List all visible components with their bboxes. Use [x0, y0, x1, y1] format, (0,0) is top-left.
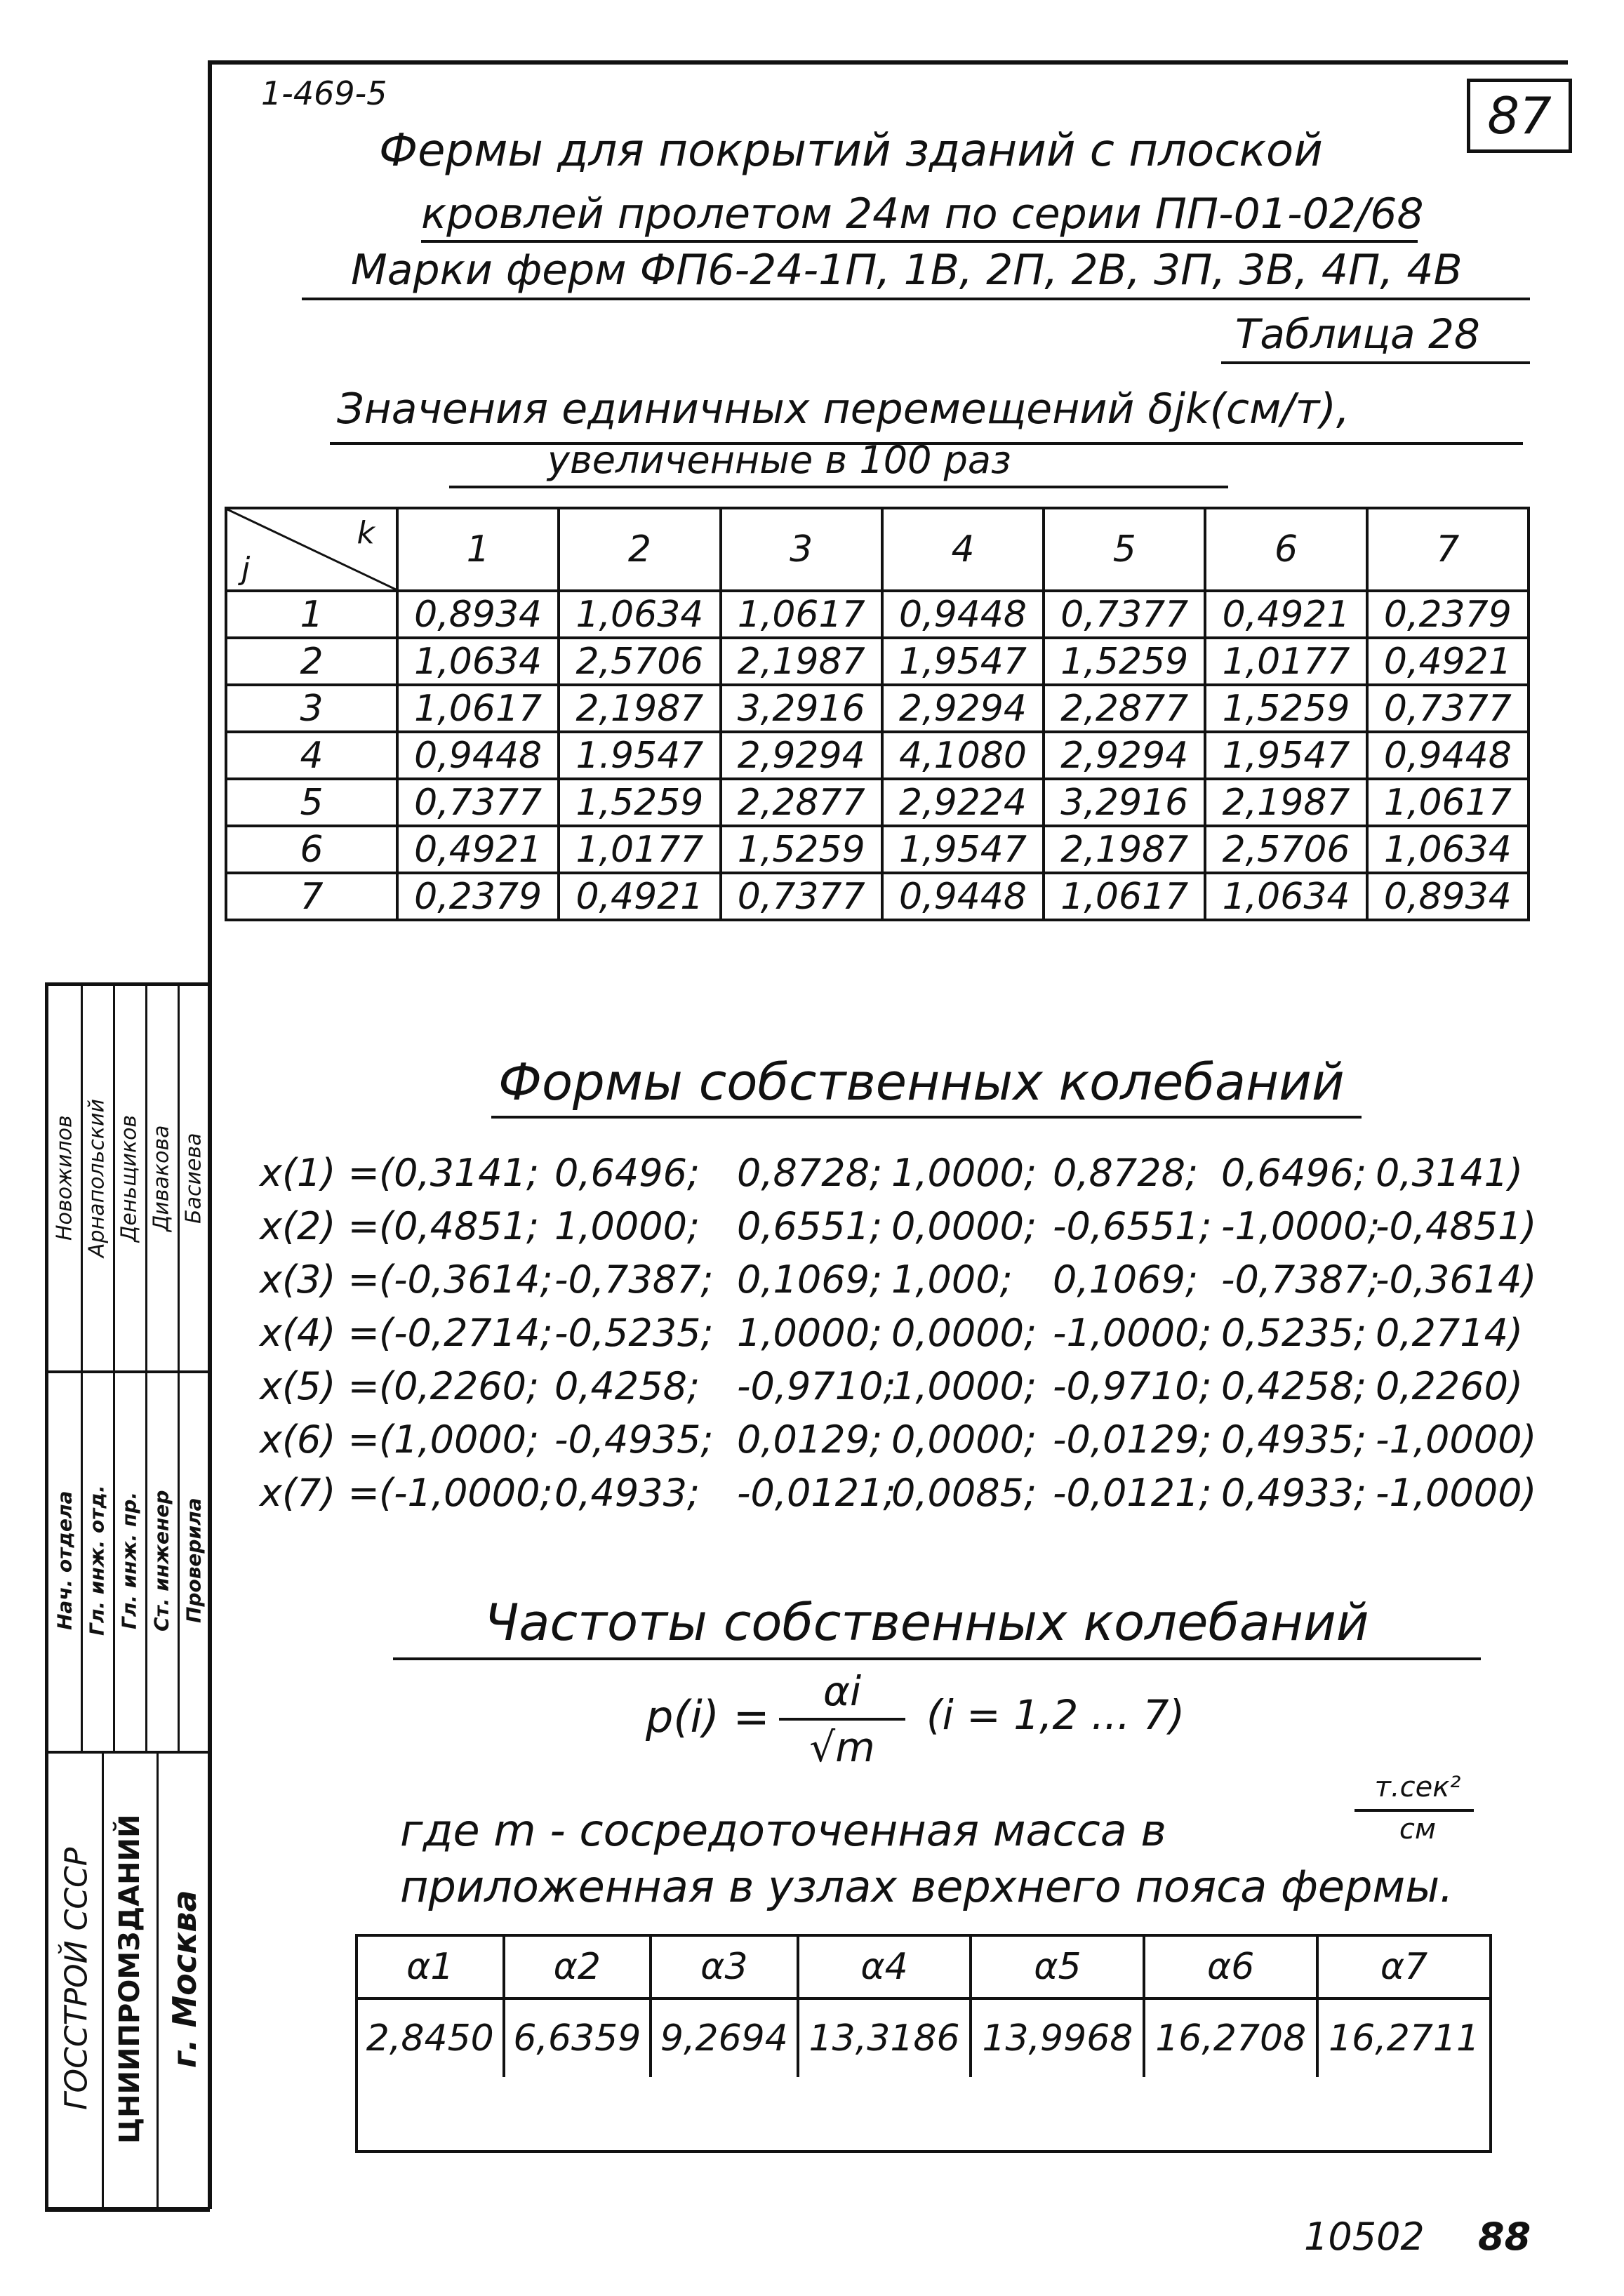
stamp-name: Деньщиков: [117, 1114, 142, 1242]
table-row: [226, 873, 1529, 920]
table-cell: 1,5259: [1205, 685, 1366, 732]
table-cell: 0,2379: [397, 873, 559, 920]
alpha-value-cell: 13,9968: [971, 1998, 1144, 2077]
row-index-cell: 3: [226, 685, 397, 732]
mode-value: -0,6551;: [1053, 1204, 1212, 1248]
table-label-underline: [1221, 361, 1530, 364]
mode-value: 0,6496;: [554, 1151, 700, 1195]
mode-value: -1,0000): [1376, 1471, 1537, 1515]
table-cell: 2,9294: [721, 732, 882, 779]
stamp-role: Нач. отдела: [53, 1490, 76, 1631]
table-cell: 2,1987: [1044, 826, 1205, 873]
table-cell: 0,9448: [882, 873, 1044, 920]
unit-fraction-bar: [1355, 1809, 1474, 1812]
table-cell: 0,8934: [1367, 873, 1529, 920]
mode-label: x(3) =: [260, 1257, 380, 1302]
stamp-name: Новожилов: [52, 1115, 77, 1241]
table-cell: 0,2379: [1367, 591, 1529, 638]
row-index-cell: 5: [226, 779, 397, 826]
mode-value: (0,4851;: [379, 1204, 540, 1248]
alpha-value-cell: 2,8450: [357, 1998, 504, 2077]
stamp-role: Проверила: [182, 1497, 206, 1624]
mode-label: x(2) =: [260, 1204, 380, 1248]
mode-value: 0,2714): [1376, 1311, 1524, 1355]
table-cell: 1,5259: [721, 826, 882, 873]
table-row: [226, 638, 1529, 685]
table-cell: 2,1987: [559, 685, 720, 732]
frequencies-heading-underline: [393, 1657, 1481, 1660]
mode-value: -0,0121;: [1053, 1471, 1212, 1515]
stamp-name: Дивакова: [149, 1125, 174, 1232]
mode-value: -0,0129;: [1053, 1417, 1212, 1462]
mode-value: 1,0000;: [891, 1151, 1037, 1195]
table-cell: 0,9448: [882, 591, 1044, 638]
mode-value: -0,3614): [1376, 1257, 1537, 1302]
table-cell: 1,0617: [1044, 873, 1205, 920]
table-row: [226, 779, 1529, 826]
table-row: [226, 685, 1529, 732]
table-cell: 2,1987: [721, 638, 882, 685]
table-label: Таблица 28: [1235, 310, 1480, 358]
mode-value: (1,0000;: [379, 1417, 540, 1462]
mode-value: (-0,3614;: [379, 1257, 553, 1302]
alpha-value-cell: 16,2711: [1317, 1998, 1491, 2077]
table-cell: 2,1987: [1205, 779, 1366, 826]
mode-value: 0,3141): [1376, 1151, 1524, 1195]
table-cell: 0,8934: [397, 591, 559, 638]
title-block-stamp: [45, 982, 210, 2212]
col-header: 4: [882, 508, 1044, 591]
mode-value: 0,0129;: [737, 1417, 883, 1462]
alpha-table: [355, 1934, 1492, 2153]
where-line-1: где m - сосредоточенная масса в: [400, 1805, 1166, 1856]
mode-label: x(4) =: [260, 1311, 380, 1355]
alpha-header-row: [357, 1935, 1491, 1998]
table-cell: 3,2916: [721, 685, 882, 732]
mode-value: -0,7387;: [554, 1257, 714, 1302]
corner-k-label: k: [357, 515, 375, 551]
table-cell: 0,4921: [559, 873, 720, 920]
page-number-box: 87: [1467, 79, 1572, 153]
formula-lhs: p(i) =: [646, 1691, 770, 1742]
mode-value: -1,0000;: [1221, 1204, 1380, 1248]
table-cell: 1,0177: [559, 826, 720, 873]
title-line-1: Фермы для покрытий зданий с плоской: [379, 125, 1323, 177]
mode-value: 0,0000;: [891, 1311, 1037, 1355]
table-cell: 2,5706: [559, 638, 720, 685]
table-cell: 0,9448: [1367, 732, 1529, 779]
table-cell: 2,2877: [721, 779, 882, 826]
formula-fraction-bar: [779, 1718, 905, 1721]
alpha-header-cell: α6: [1144, 1935, 1317, 1998]
table-cell: 1,0617: [397, 685, 559, 732]
alpha-value-cell: 9,2694: [651, 1998, 798, 2077]
mode-value: (0,3141;: [379, 1151, 540, 1195]
where-line-2: приложенная в узлах верхнего пояса фермы.: [400, 1861, 1453, 1912]
alpha-header-cell: α4: [798, 1935, 971, 1998]
table-cell: 1,5259: [1044, 638, 1205, 685]
alpha-header-cell: α7: [1317, 1935, 1491, 1998]
corner-j-label: j: [241, 551, 251, 587]
row-index-cell: 7: [226, 873, 397, 920]
footer-number: 10502: [1304, 2215, 1425, 2259]
mode-value: -0,5235;: [554, 1311, 714, 1355]
table-cell: 4,1080: [882, 732, 1044, 779]
modes-heading-underline: [491, 1116, 1362, 1119]
mode-value: -1,0000;: [1053, 1311, 1212, 1355]
mode-value: 0,1069;: [1053, 1257, 1199, 1302]
stamp-name: Басиева: [181, 1133, 206, 1224]
stamp-role: Гл. инж. отд.: [85, 1485, 109, 1636]
displacement-table-body: [226, 591, 1529, 920]
mode-value: -1,0000): [1376, 1417, 1537, 1462]
table-cell: 1,0634: [559, 591, 720, 638]
formula-range: (i = 1,2 ... 7): [926, 1691, 1185, 1739]
mode-value: 0,0000;: [891, 1204, 1037, 1248]
title-line-3: Марки ферм ФП6-24-1П, 1В, 2П, 2В, 3П, 3В, 4П, 4В: [351, 246, 1463, 295]
mode-value: 1,0000;: [554, 1204, 700, 1248]
col-header: 2: [559, 508, 720, 591]
table-cell: 1.9547: [559, 732, 720, 779]
stamp-org-2: ЦНИИПРОМЗДАНИЙ: [114, 1814, 146, 2144]
alpha-empty-row: [357, 2077, 1491, 2151]
table-cell: 0,4921: [397, 826, 559, 873]
mode-value: 0,0000;: [891, 1417, 1037, 1462]
mode-label: x(6) =: [260, 1417, 380, 1462]
alpha-header-cell: α3: [651, 1935, 798, 1998]
alpha-header-cell: α2: [504, 1935, 651, 1998]
stamp-name: Арнапольский: [84, 1099, 109, 1257]
mode-value: 0,4258;: [554, 1364, 700, 1408]
table-cell: 2,9294: [1044, 732, 1205, 779]
row-index-cell: 2: [226, 638, 397, 685]
mode-value: 0,0085;: [891, 1471, 1037, 1515]
table-cell: 1,9547: [882, 638, 1044, 685]
table-cell: 2,9294: [882, 685, 1044, 732]
table-cell: 1,5259: [559, 779, 720, 826]
alpha-value-cell: 16,2708: [1144, 1998, 1317, 2077]
corner-cell: [226, 508, 397, 591]
table-cell: 1,0634: [397, 638, 559, 685]
mode-value: -0,7387;: [1221, 1257, 1380, 1302]
footer-page: 88: [1478, 2215, 1531, 2259]
table-row: [226, 826, 1529, 873]
mode-value: (-0,2714;: [379, 1311, 553, 1355]
table-cell: 0,7377: [1044, 591, 1205, 638]
table-cell: 0,7377: [1367, 685, 1529, 732]
row-index-cell: 1: [226, 591, 397, 638]
subtitle-line-1: Значения единичных перемещений δjk(см/т),: [337, 385, 1350, 434]
table-cell: 1,0634: [1205, 873, 1366, 920]
table-cell: 1,9547: [1205, 732, 1366, 779]
alpha-header-cell: α1: [357, 1935, 504, 1998]
mode-value: 0,6496;: [1221, 1151, 1367, 1195]
mode-value: (-1,0000;: [379, 1471, 553, 1515]
mode-value: 0,5235;: [1221, 1311, 1367, 1355]
mode-label: x(1) =: [260, 1151, 380, 1195]
subtitle-line-2: увеличенные в 100 раз: [547, 438, 1011, 482]
table-cell: 1,0177: [1205, 638, 1366, 685]
mode-value: -0,4851): [1376, 1204, 1537, 1248]
table-cell: 2,2877: [1044, 685, 1205, 732]
stamp-role: Гл. инж. пр.: [117, 1492, 141, 1629]
row-index-cell: 6: [226, 826, 397, 873]
mode-value: 1,0000;: [737, 1311, 883, 1355]
mode-value: 1,000;: [891, 1257, 1013, 1302]
mode-value: (0,2260;: [379, 1364, 540, 1408]
formula-denominator: √m: [809, 1723, 875, 1771]
formula-numerator: αi: [823, 1667, 862, 1715]
mode-value: 0,8728;: [1053, 1151, 1199, 1195]
title-underline-2: [421, 240, 1418, 243]
stamp-org-1: ГОССТРОЙ СССР: [58, 1847, 95, 2111]
mode-label: x(5) =: [260, 1364, 380, 1408]
mode-value: 1,0000;: [891, 1364, 1037, 1408]
mode-label: x(7) =: [260, 1471, 380, 1515]
table-cell: 0,4921: [1367, 638, 1529, 685]
table-cell: 2,9224: [882, 779, 1044, 826]
displacement-table: [225, 507, 1530, 921]
table-cell: 0,7377: [397, 779, 559, 826]
mode-value: 0,2260): [1376, 1364, 1524, 1408]
stamp-role: Ст. инженер: [149, 1490, 173, 1631]
row-index-cell: 4: [226, 732, 397, 779]
subtitle-underline-2: [449, 486, 1228, 488]
col-header: 3: [721, 508, 882, 591]
table-cell: 1,9547: [882, 826, 1044, 873]
table-cell: 0,4921: [1205, 591, 1366, 638]
mode-value: 0,1069;: [737, 1257, 883, 1302]
table-cell: 0,9448: [397, 732, 559, 779]
mode-value: -0,9710;: [737, 1364, 896, 1408]
alpha-value-cell: 6,6359: [504, 1998, 651, 2077]
mode-value: 0,4935;: [1221, 1417, 1367, 1462]
table-cell: 1,0617: [721, 591, 882, 638]
mode-value: 0,4933;: [554, 1471, 700, 1515]
mode-value: -0,4935;: [554, 1417, 714, 1462]
frequencies-heading: Частоты собственных колебаний: [484, 1593, 1369, 1652]
alpha-empty-cell: [357, 2077, 1491, 2151]
unit-numerator: т.сек²: [1374, 1771, 1461, 1803]
mode-value: -0,0121;: [737, 1471, 896, 1515]
series-code: 1-469-5: [261, 74, 387, 112]
table-cell: 0,7377: [721, 873, 882, 920]
col-header: 6: [1205, 508, 1366, 591]
alpha-values-row: [357, 1998, 1491, 2077]
col-header: 5: [1044, 508, 1205, 591]
alpha-header-cell: α5: [971, 1935, 1144, 1998]
mode-value: 0,6551;: [737, 1204, 883, 1248]
table-header-row: [226, 508, 1529, 591]
title-line-2: кровлей пролетом 24м по серии ПП-01-02/68: [421, 189, 1424, 239]
alpha-value-cell: 13,3186: [798, 1998, 971, 2077]
table-row: [226, 732, 1529, 779]
unit-denominator: см: [1399, 1813, 1437, 1846]
stamp-org-3: г. Москва: [166, 1890, 204, 2068]
title-underline-3: [302, 298, 1530, 300]
col-header: 1: [397, 508, 559, 591]
table-row: [226, 591, 1529, 638]
mode-value: 0,8728;: [737, 1151, 883, 1195]
table-cell: 1,0634: [1367, 826, 1529, 873]
table-cell: 1,0617: [1367, 779, 1529, 826]
mode-value: 0,4258;: [1221, 1364, 1367, 1408]
mode-value: 0,4933;: [1221, 1471, 1367, 1515]
mode-value: -0,9710;: [1053, 1364, 1212, 1408]
table-cell: 2,5706: [1205, 826, 1366, 873]
modes-heading: Формы собственных колебаний: [498, 1053, 1345, 1112]
col-header: 7: [1367, 508, 1529, 591]
table-cell: 3,2916: [1044, 779, 1205, 826]
